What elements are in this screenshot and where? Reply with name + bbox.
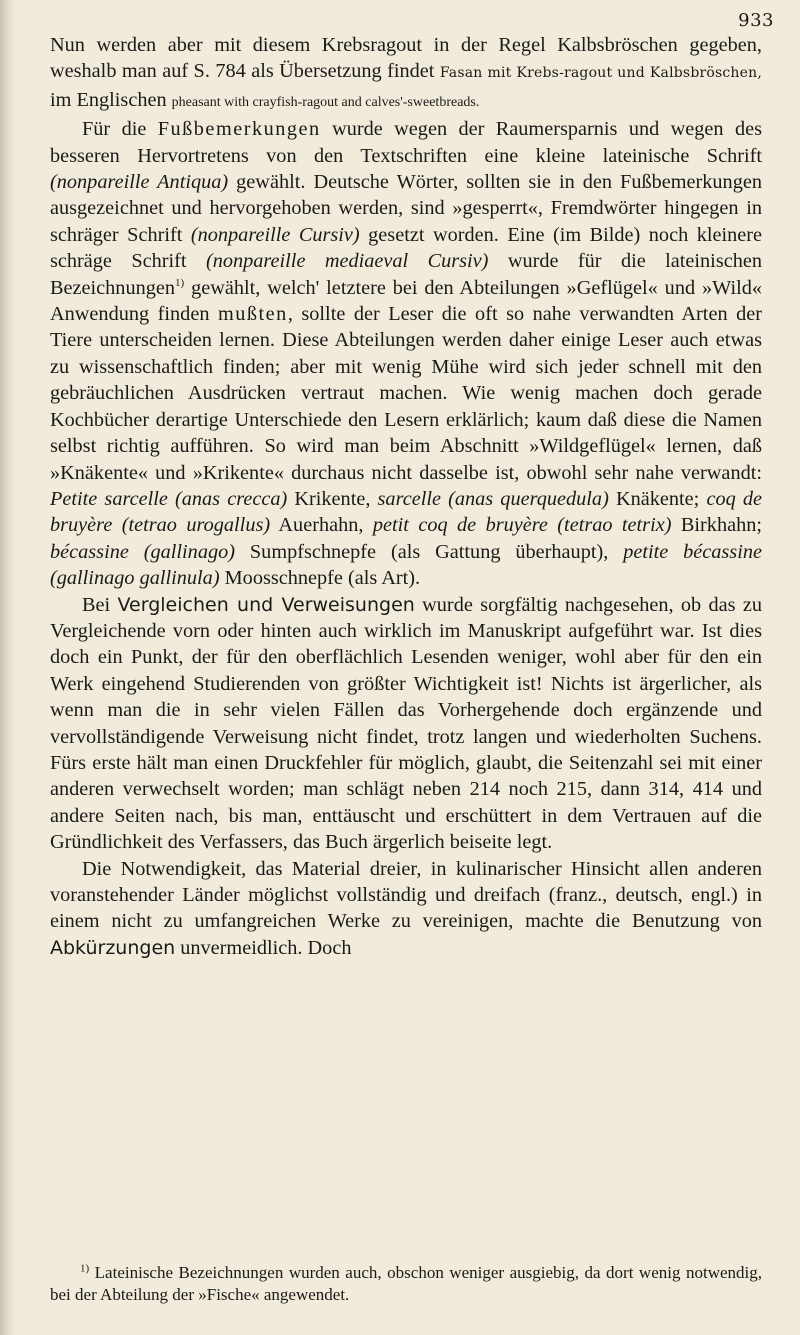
- text-run: unvermeidlich. Doch: [175, 936, 352, 959]
- species-name: Petite sarcelle (anas crecca): [50, 487, 288, 510]
- text-run: im Englischen: [50, 88, 172, 111]
- bold-heading-phrase: Abkürzungen: [50, 936, 176, 959]
- text-run: gesetzt worden. Eine (im Bilde) noch kleinere schräge Schrift: [50, 223, 763, 273]
- italic-term: (nonpareille mediaeval Cursiv): [205, 250, 489, 273]
- page-number: 933: [738, 10, 774, 31]
- text-run: gewählt. Deutsche Wörter, sollten sie in den Fußbemerkungen ausgezeichnet und hervorgehoben werden, sind »gesperrt«, Fremdwörter hingegen in schräger Schrift: [50, 171, 762, 246]
- text-run: Moosschnepfe (als Art).: [219, 567, 421, 590]
- italic-term: (nonpareille Cursiv): [190, 223, 360, 246]
- text-run: gewählt, welch' letztere bei den Abteilungen »Geflügel« und »Wild« Anwendung finden: [50, 276, 762, 326]
- species-name: bécassine (gallinago): [50, 540, 235, 563]
- footnote: [50, 1262, 762, 1306]
- english-phrase: pheasant with crayfish-ragout and calves'-sweetbreads.: [171, 94, 480, 110]
- paragraph-4: [50, 856, 762, 962]
- spaced-term: Fußbemerkungen: [157, 118, 321, 141]
- paragraph-1: [50, 32, 762, 116]
- text-run: Sumpfschnepfe (als Gattung überhaupt),: [235, 540, 624, 563]
- footnote-reference: 1): [175, 276, 185, 289]
- species-name: petite bécassine (gallinago gallinula): [50, 540, 762, 590]
- footnote-text: Lateinische Bezeichnungen wurden auch, obschon weniger ausgiebig, da dort wenig notwendig, bei der Abteilung der »Fische« angewendet.: [50, 1263, 762, 1304]
- text-run: wurde wegen der Raumersparnis und wegen des besseren Hervortretens von den Textschriften eine kleine lateinische Schrift: [50, 118, 762, 167]
- species-name: sarcelle (anas querquedula): [377, 487, 609, 510]
- text-run: wurde sorgfältig nachgesehen, ob das zu Vergleichende vorn oder hinten auch wirklich im Manuskript aufgeführt war. Ist dies doch ein Punkt, der für den oberflächlich Lesenden weniger, wohl aber für den ein Werk eingehend Studierenden von größter Wichtigkeit ist! Nichts ist ärgerlicher, als wenn man die in sehr vielen Fällen das Vorhergehende doch ergänzende und vervollständigende Verweisung nicht findet, trotz langen und wiederholten Suchens. Fürs erste hält man einen Druckfehler für möglich, glaubt, die Seitenzahl sei mit einer anderen verwechselt worden; man schlägt neben 214 noch 215, dann 314, 414 und andere Seiten nach, bis man, enttäuscht und erschüttert in dem Vertrauen auf die Gründlichkeit des Verfassers, das Buch ärgerlich beiseite legt.: [50, 593, 763, 854]
- text-run: Knäkente;: [608, 487, 707, 510]
- bold-heading-phrase: Vergleichen und Verweisungen: [117, 593, 415, 616]
- text-run: Bei: [82, 593, 118, 616]
- paragraph-3: [50, 592, 762, 856]
- text-run: Krikente,: [287, 487, 378, 510]
- page-binding-edge: [0, 0, 16, 1335]
- text-run: wurde für die lateinischen Bezeichnungen: [50, 250, 762, 299]
- species-name: coq de bruyère (tetrao urogallus): [50, 487, 762, 537]
- italic-term: (nonpareille Antiqua): [50, 171, 229, 194]
- text-run: Birkhahn;: [671, 514, 762, 537]
- footnote-marker: 1): [80, 1262, 90, 1275]
- text-run: , sollte der Leser die oft so nahe verwandten Arten der Tiere unterscheiden lernen. Diese Abteilungen werden daher einige Leser auch etwas zu wissenschaftlich finden; aber mit wenig Mühe wird sich jeder schnell mit den gebräuchlichen Ausdrücken vertraut machen. Wie wenig machen doch gerade Kochbücher derartige Unterschiede den Lesern erklärlich; kaum daß diese die Namen selbst richtig aufführen. So wird man beim Abschnitt »Wildgeflügel« lernen, daß »Knäkente« und »Krikente« durchaus nicht dasselbe ist, obwohl sehr nahe verwandt:: [50, 303, 762, 484]
- text-run: Nun werden aber mit diesem Krebsragout in der Regel Kalbsbröschen gegeben, weshalb man auf S. 784 als Übersetzung findet: [50, 34, 762, 83]
- text-run: Für die: [82, 118, 158, 141]
- body-text: [50, 32, 762, 961]
- text-run: Die Notwendigkeit, das Material dreier, in kulinarischer Hinsicht allen anderen voranstehender Länder möglichst vollständig und dreifach (franz., deutsch, engl.) in einem nicht zu umfangreichen Werke zu vereinigen, machte die Benutzung von: [50, 857, 762, 933]
- paragraph-2: [50, 116, 762, 591]
- species-name: petit coq de bruyère (tetrao tetrix): [372, 514, 672, 537]
- fraktur-phrase: Fasan mit Krebs-ragout und Kalbsbröschen,: [439, 65, 762, 82]
- text-run: Auerhahn,: [270, 514, 373, 537]
- spaced-term: mußten: [217, 303, 288, 326]
